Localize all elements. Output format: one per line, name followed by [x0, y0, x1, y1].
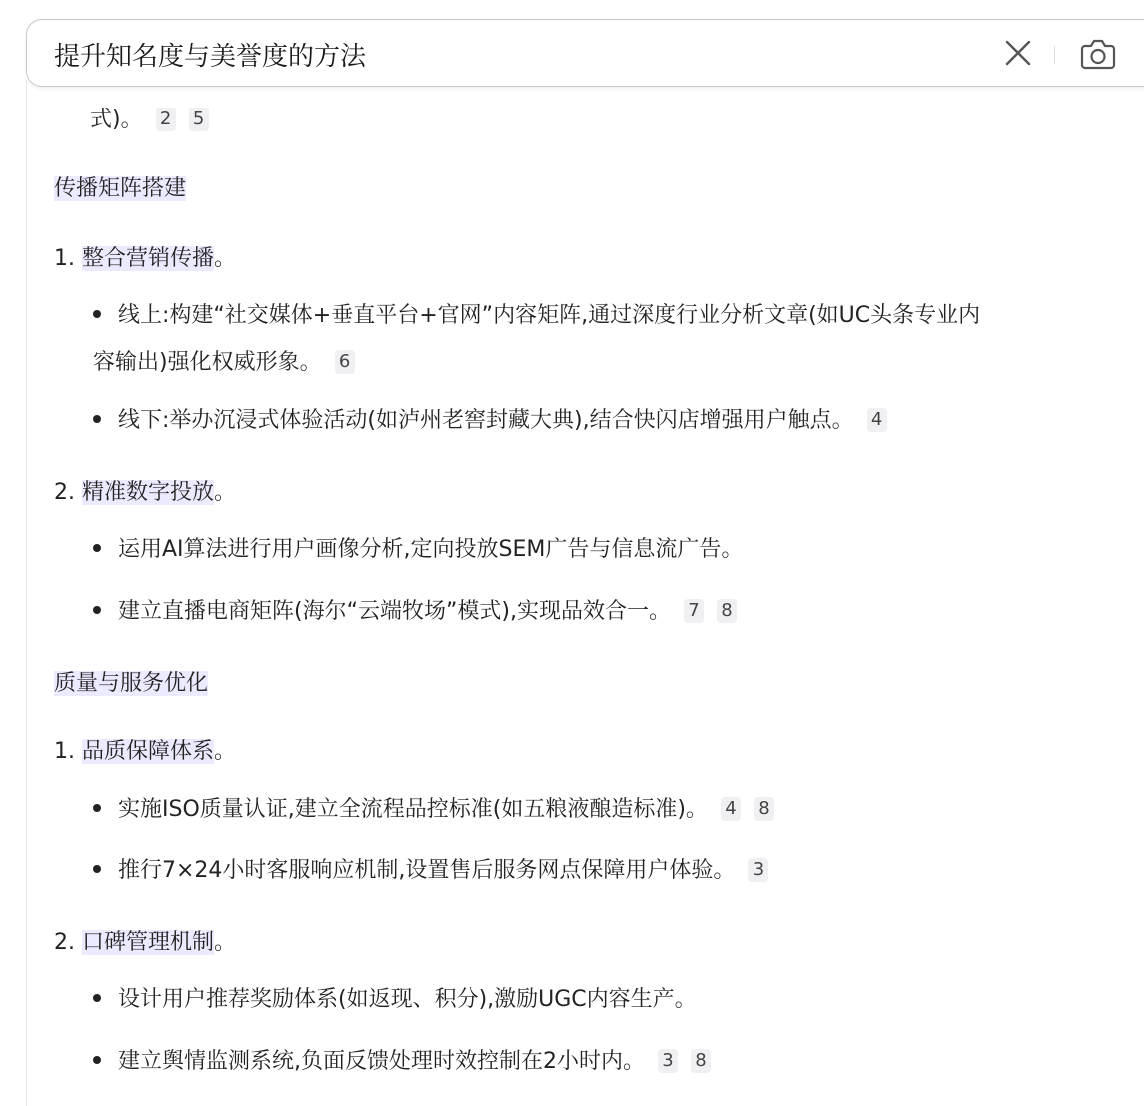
bullet-text: 实施ISO质量认证,建立全流程品控标准(如五粮液酿造标准)。 — [118, 797, 708, 822]
citation-badge[interactable]: 2 — [156, 108, 176, 131]
list-item-title-text: 精准数字投放 — [82, 480, 215, 505]
bullet-text: 容输出)强化权威形象。 — [93, 350, 322, 375]
bullet-item — [93, 984, 697, 1016]
bullet-icon — [93, 865, 101, 873]
bullet-item — [93, 794, 774, 826]
section-heading — [54, 668, 208, 700]
list-item-title — [54, 736, 236, 768]
bullet-text: 线上:构建“社交媒体+垂直平台+官网”内容矩阵,通过深度行业分析文章(如UC头条专业内 — [118, 303, 981, 328]
section-heading-text: 传播矩阵搭建 — [54, 176, 187, 201]
bullet-icon — [93, 544, 101, 552]
bullet-text: 建立直播电商矩阵(海尔“云端牧场”模式),实现品效合一。 — [118, 599, 671, 624]
bullet-item — [93, 534, 743, 566]
bullet-text: 设计用户推荐奖励体系(如返现、积分),激励UGC内容生产。 — [118, 987, 697, 1012]
camera-button[interactable] — [1079, 37, 1117, 71]
truncated-line — [90, 108, 209, 138]
truncated-line-text: 式)。 — [90, 108, 143, 132]
citation-badge[interactable]: 3 — [658, 1049, 678, 1073]
citation-badge[interactable]: 6 — [335, 350, 355, 374]
list-item-suffix: 。 — [214, 930, 237, 955]
list-number: 2. — [54, 480, 75, 505]
bullet-item — [93, 596, 737, 628]
bullet-continuation — [93, 347, 355, 379]
bullet-icon — [93, 994, 101, 1002]
bullet-icon — [93, 1056, 101, 1064]
citation-badge[interactable]: 8 — [717, 599, 737, 623]
bullet-icon — [93, 415, 101, 423]
list-number: 1. — [54, 246, 75, 271]
citation-badge[interactable]: 3 — [748, 858, 768, 882]
bullet-text: 运用AI算法进行用户画像分析,定向投放SEM广告与信息流广告。 — [118, 537, 744, 562]
bullet-text: 推行7×24小时客服响应机制,设置售后服务网点保障用户体验。 — [118, 858, 736, 883]
bullet-item — [93, 1046, 711, 1078]
bullet-icon — [93, 310, 101, 318]
list-number: 1. — [54, 739, 75, 764]
citation-badge[interactable]: 8 — [754, 797, 774, 821]
bullet-text: 线下:举办沉浸式体验活动(如泸州老窖封藏大典),结合快闪店增强用户触点。 — [118, 408, 854, 433]
list-item-title — [54, 243, 236, 275]
list-item-title — [54, 927, 236, 959]
bullet-icon — [93, 804, 101, 812]
bullet-item — [93, 405, 887, 437]
bullet-icon — [93, 606, 101, 614]
toolbar-separator — [1054, 46, 1055, 64]
bullet-item — [93, 300, 980, 332]
list-item-title-text: 整合营销传播 — [82, 246, 215, 271]
bullet-item — [93, 855, 768, 887]
bullet-text: 建立舆情监测系统,负面反馈处理时效控制在2小时内。 — [118, 1049, 645, 1074]
citation-badge[interactable]: 4 — [867, 408, 887, 432]
list-item-title — [54, 477, 236, 509]
citation-badge[interactable]: 8 — [691, 1049, 711, 1073]
search-input[interactable]: 提升知名度与美誉度的方法 — [54, 42, 367, 72]
section-heading — [54, 173, 186, 205]
citation-badge[interactable]: 4 — [721, 797, 741, 821]
citation-badge[interactable]: 7 — [684, 599, 704, 623]
clear-button[interactable] — [1003, 38, 1033, 68]
camera-icon — [1079, 37, 1117, 71]
search-bar[interactable] — [26, 19, 1144, 87]
list-item-suffix: 。 — [214, 739, 237, 764]
list-item-title-text: 品质保障体系 — [82, 739, 215, 764]
list-item-suffix: 。 — [214, 480, 237, 505]
list-number: 2. — [54, 930, 75, 955]
list-item-suffix: 。 — [214, 246, 237, 271]
section-heading-text: 质量与服务优化 — [54, 671, 209, 696]
citation-badge[interactable]: 5 — [189, 108, 209, 131]
close-icon — [1003, 38, 1033, 68]
list-item-title-text: 口碑管理机制 — [82, 930, 215, 955]
